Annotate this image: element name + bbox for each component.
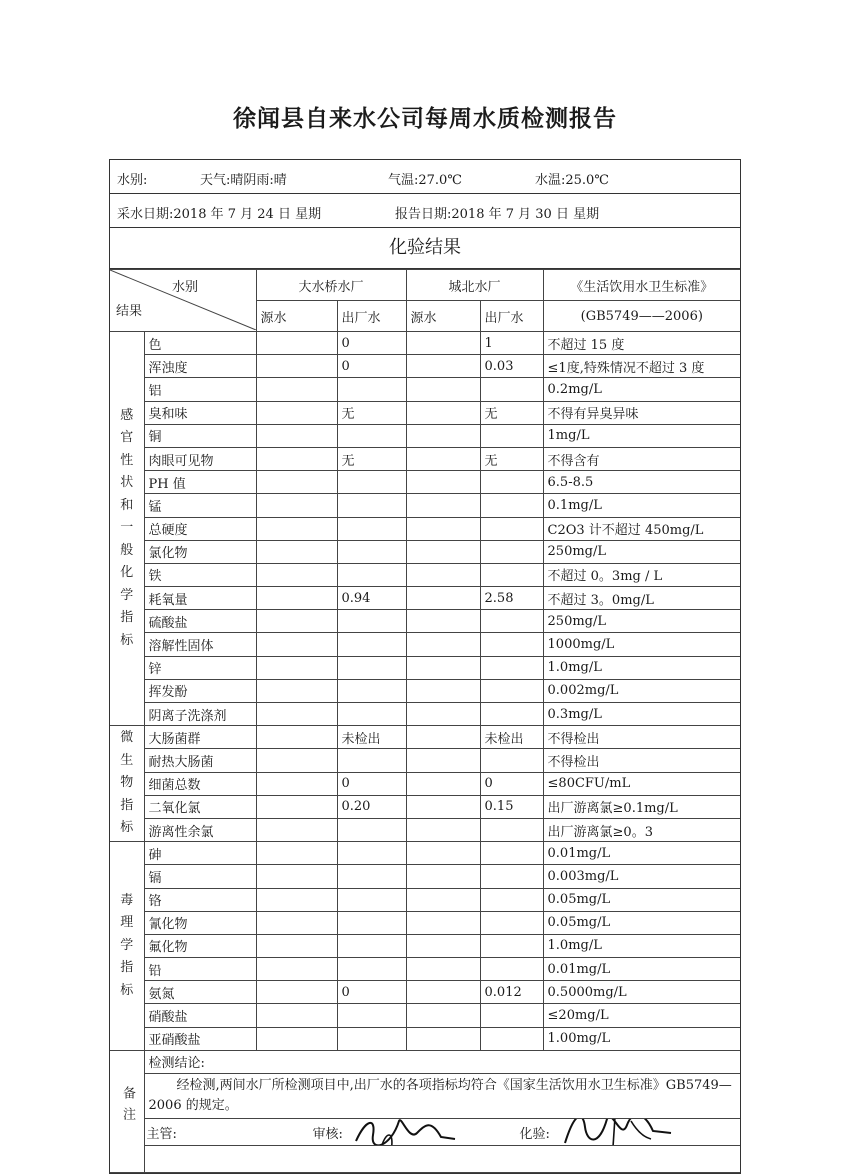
cell-plant1-outflow [337,818,406,841]
cell-plant2-source [406,679,480,702]
cell-plant2-outflow: 无 [480,401,543,424]
cell-standard: 出厂游离氯≥0.1mg/L [543,795,740,818]
cell-item: 砷 [144,842,256,865]
cell-plant1-source [256,888,337,911]
conclusion-label: 检测结论: [144,1050,740,1073]
cell-item: 硝酸盐 [144,1004,256,1027]
cell-plant2-source [406,749,480,772]
cell-plant2-source [406,355,480,378]
cell-plant1-source [256,540,337,563]
cell-standard: 不超过 3。0mg/L [543,587,740,610]
cell-plant2-source [406,587,480,610]
cell-plant2-outflow [480,633,543,656]
cell-plant1-source [256,563,337,586]
cell-plant2-outflow: 0.15 [480,795,543,818]
conclusion-text: 经检测,两间水厂所检测项目中,出厂水的各项指标均符合《国家生活饮用水卫生标准》GB5749—2006 的规定。 [144,1074,740,1119]
cell-plant2-source [406,772,480,795]
cell-standard: 0.003mg/L [543,865,740,888]
cell-item: 氯化物 [144,540,256,563]
cell-plant1-outflow [337,494,406,517]
cell-plant1-outflow: 0 [337,981,406,1004]
cell-plant2-outflow [480,703,543,726]
sample-date-field: 采水日期:2018 年 7 月 24 日 星期 [117,207,322,222]
cell-plant1-outflow: 0 [337,332,406,355]
table-row [110,355,740,378]
cell-plant2-outflow: 2.58 [480,587,543,610]
cell-plant2-outflow [480,865,543,888]
table-row [110,494,740,517]
cell-plant1-source [256,679,337,702]
cell-plant2-outflow [480,958,543,981]
cell-item: PH 值 [144,471,256,494]
cell-plant1-outflow [337,679,406,702]
table-row [110,888,740,911]
diagonal-header-cell [110,270,256,332]
reviewer-label: 审核: [312,1127,343,1142]
cell-item: 氨氮 [144,981,256,1004]
cell-plant2-source [406,610,480,633]
cell-standard: 0.5000mg/L [543,981,740,1004]
cell-plant2-source [406,795,480,818]
cell-item: 耗氧量 [144,587,256,610]
cell-plant1-source [256,656,337,679]
cell-plant1-outflow: 未检出 [337,726,406,749]
cell-item: 铁 [144,563,256,586]
cell-plant2-outflow [480,424,543,447]
cell-item: 镉 [144,865,256,888]
cell-plant2-source [406,911,480,934]
cell-plant2-outflow: 0 [480,772,543,795]
table-row [110,679,740,702]
cell-plant1-outflow: 0 [337,355,406,378]
cell-plant2-source [406,517,480,540]
cell-item: 阴离子洗涤剂 [144,703,256,726]
cell-standard: 250mg/L [543,540,740,563]
remarks-section [110,1050,740,1172]
cell-plant1-outflow [337,865,406,888]
water-type-label: 水别: [117,173,148,188]
cell-plant2-source [406,981,480,1004]
cell-item: 臭和味 [144,401,256,424]
cell-standard: 1000mg/L [543,633,740,656]
blank-row [110,1146,740,1173]
cell-item: 氟化物 [144,934,256,957]
cell-plant1-outflow [337,911,406,934]
table-row [110,633,740,656]
table-row [110,795,740,818]
cell-plant1-source [256,772,337,795]
weather-field: 天气:晴阴雨:晴 [200,173,287,188]
cell-plant2-source [406,958,480,981]
cell-standard: 1mg/L [543,424,740,447]
cell-plant1-source [256,934,337,957]
cell-standard: 不超过 0。3mg / L [543,563,740,586]
cell-item: 大肠菌群 [144,726,256,749]
table-row [110,1004,740,1027]
cell-plant2-outflow [480,679,543,702]
cell-item: 总硬度 [144,517,256,540]
table-row [110,981,740,1004]
cell-plant2-outflow [480,563,543,586]
table-row [110,378,740,401]
cell-standard: 6.5-8.5 [543,471,740,494]
table-row [110,911,740,934]
remarks-conclusion-row [110,1074,740,1119]
cell-plant2-outflow [480,842,543,865]
cell-plant1-source [256,818,337,841]
cell-item: 亚硝酸盐 [144,1027,256,1050]
table-row [110,540,740,563]
cell-plant2-outflow [480,818,543,841]
report-title: 徐闻县自来水公司每周水质检测报告 [233,105,617,132]
cell-standard: 0.1mg/L [543,494,740,517]
cell-standard: 不得有异臭异味 [543,401,740,424]
cell-plant2-outflow [480,911,543,934]
cell-item: 铝 [144,378,256,401]
cell-plant2-source [406,540,480,563]
cell-plant2-source [406,378,480,401]
cell-standard: 不得含有 [543,447,740,470]
cell-plant1-outflow [337,378,406,401]
cell-plant1-outflow [337,1027,406,1050]
cell-item: 溶解性固体 [144,633,256,656]
header-plant2-outflow: 出厂水 [480,301,543,332]
cell-plant2-outflow: 0.03 [480,355,543,378]
cell-plant1-outflow: 0.20 [337,795,406,818]
cell-standard: 0.2mg/L [543,378,740,401]
cell-plant2-outflow [480,517,543,540]
cell-plant1-source [256,726,337,749]
header-plant2: 城北水厂 [406,270,543,301]
cell-plant1-outflow: 0.94 [337,587,406,610]
cell-plant2-source [406,447,480,470]
cell-plant1-source [256,401,337,424]
supervisor-label: 主管: [146,1127,177,1142]
cell-standard: 0.01mg/L [543,842,740,865]
table-row [110,703,740,726]
tester-signature [555,1119,675,1146]
table-row [110,865,740,888]
cell-plant1-source [256,332,337,355]
cell-plant1-source [256,517,337,540]
tester-label: 化验: [519,1127,550,1142]
header-standard-2: (GB5749——2006) [543,301,740,332]
cell-plant1-outflow [337,842,406,865]
group-label: 感官性状和一般化学指标 [110,332,144,726]
cell-plant1-outflow [337,540,406,563]
cell-plant2-outflow: 1 [480,332,543,355]
cell-plant1-outflow [337,703,406,726]
table-row [110,818,740,841]
cell-plant2-source [406,494,480,517]
cell-plant1-source [256,587,337,610]
cell-item: 细菌总数 [144,772,256,795]
cell-item: 二氧化氯 [144,795,256,818]
results-title: 化验结果 [110,228,740,269]
cell-standard: 0.05mg/L [543,911,740,934]
table-row [110,958,740,981]
cell-plant2-source [406,633,480,656]
header-row-1 [110,270,740,301]
cell-plant2-outflow [480,471,543,494]
cell-plant2-source [406,656,480,679]
cell-item: 锰 [144,494,256,517]
cell-item: 氰化物 [144,911,256,934]
cell-plant1-outflow [337,517,406,540]
water-temp-field: 水温:25.0℃ [535,173,609,188]
cell-plant1-outflow [337,563,406,586]
cell-plant1-source [256,911,337,934]
cell-plant2-outflow [480,888,543,911]
table-row [110,517,740,540]
signature-row [110,1119,740,1146]
cell-plant1-outflow: 无 [337,447,406,470]
cell-plant2-outflow [480,656,543,679]
cell-plant2-outflow [480,749,543,772]
report-date-field: 报告日期:2018 年 7 月 30 日 星期 [395,207,600,222]
air-temp-field: 气温:27.0℃ [388,173,462,188]
cell-standard: C2O3 计不超过 450mg/L [543,517,740,540]
table-row [110,726,740,749]
cell-plant2-outflow [480,610,543,633]
cell-standard: 0.3mg/L [543,703,740,726]
header-plant2-source: 源水 [406,301,480,332]
cell-standard: 不超过 15 度 [543,332,740,355]
cell-plant1-source [256,1027,337,1050]
cell-plant1-source [256,842,337,865]
report-form [109,159,741,1174]
cell-standard: 1.0mg/L [543,656,740,679]
header-plant1: 大水桥水厂 [256,270,406,301]
cell-plant2-outflow: 无 [480,447,543,470]
cell-plant1-source [256,471,337,494]
cell-plant1-outflow [337,888,406,911]
remarks-label: 备注 [110,1050,144,1172]
info-row-weather [110,160,740,194]
table-row [110,563,740,586]
cell-standard: 0.05mg/L [543,888,740,911]
cell-plant1-outflow: 无 [337,401,406,424]
cell-plant1-outflow [337,424,406,447]
cell-item: 铅 [144,958,256,981]
cell-plant1-source [256,795,337,818]
group-label: 微生物指标 [110,726,144,842]
cell-plant2-source [406,1027,480,1050]
cell-standard: ≤80CFU/mL [543,772,740,795]
cell-plant2-source [406,934,480,957]
cell-plant2-source [406,703,480,726]
cell-item: 铜 [144,424,256,447]
cell-plant2-outflow [480,1027,543,1050]
table-row [110,842,740,865]
cell-item: 浑浊度 [144,355,256,378]
cell-standard: 不得检出 [543,749,740,772]
cell-plant1-source [256,1004,337,1027]
cell-plant1-outflow [337,471,406,494]
cell-standard: 1.00mg/L [543,1027,740,1050]
cell-standard: 出厂游离氯≥0。3 [543,818,740,841]
cell-standard: 1.0mg/L [543,934,740,957]
cell-plant1-outflow [337,633,406,656]
cell-plant1-source [256,610,337,633]
cell-plant1-source [256,355,337,378]
table-row [110,332,740,355]
table-row [110,610,740,633]
cell-plant2-source [406,563,480,586]
cell-plant2-outflow [480,540,543,563]
table-row [110,471,740,494]
cell-plant1-source [256,494,337,517]
cell-item: 挥发酚 [144,679,256,702]
table-row [110,587,740,610]
table-row [110,447,740,470]
cell-item: 硫酸盐 [144,610,256,633]
cell-plant1-outflow [337,958,406,981]
remarks-conclusion-label-row [110,1050,740,1073]
table-row [110,656,740,679]
cell-item: 色 [144,332,256,355]
table-row [110,401,740,424]
cell-plant2-source [406,1004,480,1027]
cell-plant2-source [406,424,480,447]
cell-plant2-source [406,865,480,888]
table-row [110,749,740,772]
cell-standard: 不得检出 [543,726,740,749]
header-plant1-outflow: 出厂水 [337,301,406,332]
cell-plant1-outflow [337,610,406,633]
group-label: 毒理学指标 [110,842,144,1051]
cell-plant2-source [406,471,480,494]
cell-plant1-source [256,378,337,401]
cell-plant1-source [256,958,337,981]
cell-plant1-outflow [337,1004,406,1027]
table-row [110,772,740,795]
cell-plant1-source [256,981,337,1004]
cell-plant1-outflow [337,656,406,679]
cell-plant2-outflow [480,494,543,517]
cell-plant1-source [256,424,337,447]
cell-plant2-outflow [480,934,543,957]
cell-plant2-source [406,401,480,424]
cell-plant2-outflow [480,1004,543,1027]
cell-plant1-outflow: 0 [337,772,406,795]
cell-plant2-outflow [480,378,543,401]
cell-standard: 0.01mg/L [543,958,740,981]
results-table [110,269,740,1173]
cell-plant1-source [256,703,337,726]
cell-item: 游离性余氯 [144,818,256,841]
header-plant1-source: 源水 [256,301,337,332]
cell-plant2-outflow: 未检出 [480,726,543,749]
table-row [110,934,740,957]
cell-item: 铬 [144,888,256,911]
cell-standard: ≤1度,特殊情况不超过 3 度 [543,355,740,378]
cell-plant2-source [406,726,480,749]
table-row [110,1027,740,1050]
cell-standard: 250mg/L [543,610,740,633]
reviewer-signature [351,1119,461,1146]
header-standard-1: 《生活饮用水卫生标准》 [543,270,740,301]
cell-plant1-outflow [337,749,406,772]
cell-item: 肉眼可见物 [144,447,256,470]
header-result: 结果 [116,304,143,319]
info-row-dates [110,194,740,228]
cell-plant2-source [406,842,480,865]
cell-plant2-source [406,818,480,841]
cell-standard: ≤20mg/L [543,1004,740,1027]
signature-cell [144,1119,740,1146]
cell-plant1-outflow [337,934,406,957]
header-water-type: 水别 [172,280,199,295]
cell-standard: 0.002mg/L [543,679,740,702]
cell-plant1-source [256,749,337,772]
cell-plant2-source [406,332,480,355]
cell-plant2-source [406,888,480,911]
table-row [110,424,740,447]
cell-plant1-source [256,633,337,656]
cell-plant2-outflow: 0.012 [480,981,543,1004]
cell-plant1-source [256,865,337,888]
cell-plant1-source [256,447,337,470]
blank-cell [144,1146,740,1173]
cell-item: 锌 [144,656,256,679]
cell-item: 耐热大肠菌 [144,749,256,772]
